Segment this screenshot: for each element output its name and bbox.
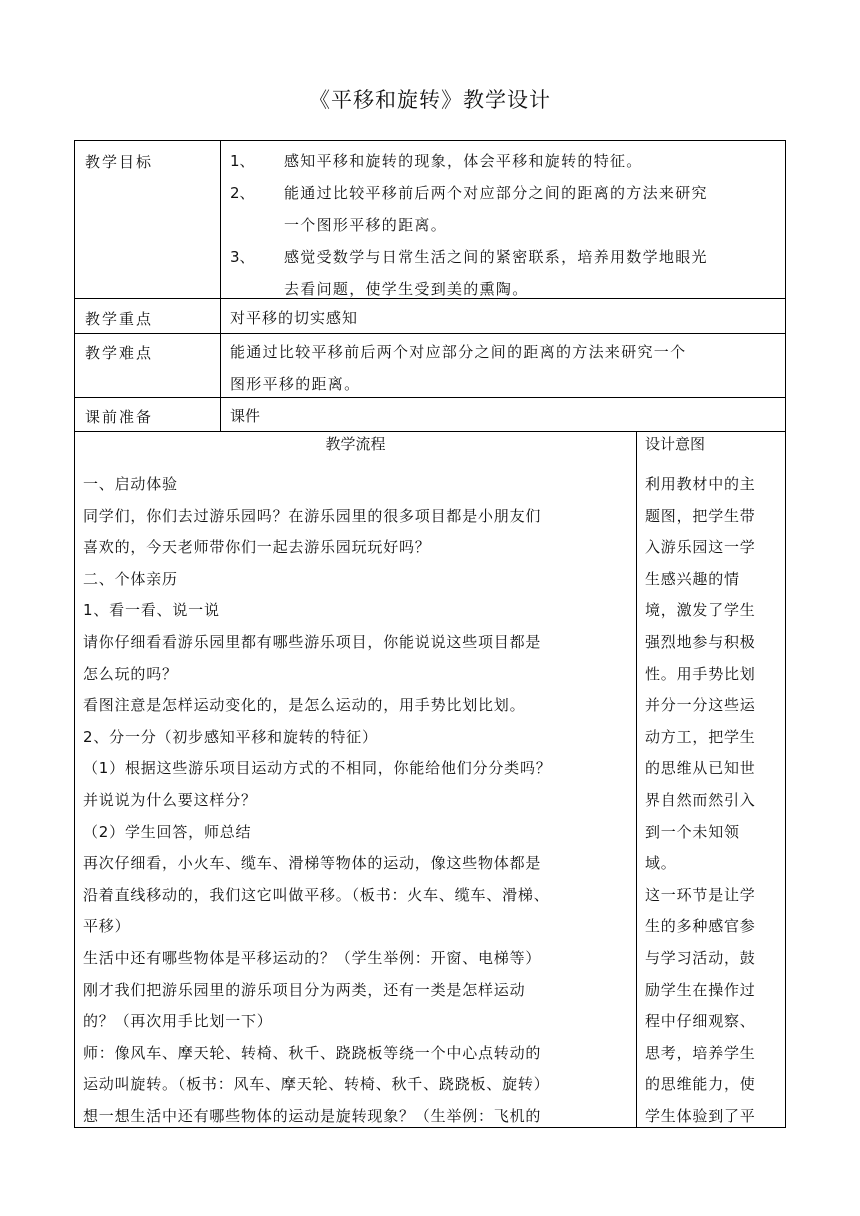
difficulty-label: 教学难点 <box>85 344 154 362</box>
preparation-label: 课前准备 <box>85 408 154 426</box>
flow-line: 沿着直线移动的，我们这它叫做平移。（板书：火车、缆车、滑梯、 <box>83 885 550 904</box>
design-line: 动方工，把学生 <box>645 727 756 746</box>
design-line: 这一环节是让学 <box>645 885 756 904</box>
design-line: 的思维能力，使 <box>645 1075 756 1094</box>
flow-line: 一、启动体验 <box>83 475 178 493</box>
flow-line: 请你仔细看看游乐园里都有哪些游乐项目，你能说说这些项目都是 <box>83 632 542 651</box>
flow-line: 的？（再次用手比划一下） <box>83 1012 273 1031</box>
design-line: 利用教材中的主 <box>645 475 756 493</box>
goal-number: 3、 <box>230 248 255 266</box>
goal-text: 感知平移和旋转的现象，体会平移和旋转的特征。 <box>284 152 643 170</box>
design-line: 强烈地参与积极 <box>645 632 756 651</box>
difficulty-line: 能通过比较平移前后两个对应部分之间的距离的方法来研究一个 <box>230 343 687 361</box>
flow-line: 二、个体亲历 <box>83 569 178 588</box>
goal-item <box>230 241 777 273</box>
goal-item-continued <box>230 209 777 241</box>
goals-label: 教学目标 <box>85 153 154 171</box>
flow-line: 喜欢的，今天老师带你们一起去游乐园玩玩好吗？ <box>83 538 431 557</box>
flow-line: 1、看一看、说一说 <box>83 601 220 620</box>
design-line: 域。 <box>645 854 677 873</box>
difficulty-value <box>230 336 777 400</box>
flow-line: （2）学生回答，师总结 <box>83 822 252 841</box>
design-line: 与学习活动，鼓 <box>645 948 756 967</box>
difficulty-line: 图形平移的距离。 <box>230 375 361 393</box>
label-column-divider <box>220 141 221 431</box>
design-line: 程中仔细观察、 <box>645 1012 756 1031</box>
design-intent-text <box>645 469 781 1132</box>
page-title: 《平移和旋转》教学设计 <box>309 88 551 112</box>
design-line: 界自然而然引入 <box>645 790 756 809</box>
design-line: 的思维从已知世 <box>645 759 756 778</box>
flow-line: 师：像风车、摩天轮、转椅、秋千、跷跷板等绕一个中心点转动的 <box>83 1043 542 1062</box>
goal-text: 去看问题，使学生受到美的熏陶。 <box>284 280 529 298</box>
goal-number: 1、 <box>230 152 255 170</box>
flow-line: 想一想生活中还有哪些物体的运动是旋转现象？（生举例：飞机的 <box>83 1106 542 1125</box>
goals-list <box>230 145 777 305</box>
key-point-value: 对平移的切实感知 <box>230 309 359 327</box>
design-line: 并分一分这些运 <box>645 696 756 715</box>
flow-line: 怎么玩的吗？ <box>83 664 178 683</box>
flow-line: 并说说为什么要这样分？ <box>83 790 257 809</box>
design-line: 励学生在操作过 <box>645 980 756 999</box>
preparation-value: 课件 <box>230 407 261 425</box>
goal-text: 能通过比较平移前后两个对应部分之间的距离的方法来研究 <box>284 184 708 202</box>
flow-column-divider <box>636 431 637 1127</box>
flow-line: 运动叫旋转。（板书：风车、摩天轮、转椅、秋千、跷跷板、旋转） <box>83 1075 550 1094</box>
goal-item <box>230 145 777 177</box>
teaching-flow-header: 教学流程 <box>325 435 386 453</box>
flow-line: 平移） <box>83 917 131 936</box>
design-intent-header: 设计意图 <box>645 435 706 453</box>
goal-item <box>230 177 777 209</box>
design-line: 境，激发了学生 <box>645 601 756 620</box>
design-line: 到一个未知领 <box>645 822 740 841</box>
goal-text: 一个图形平移的距离。 <box>284 216 448 234</box>
design-line: 题图，把学生带 <box>645 506 756 525</box>
design-line: 入游乐园这一学 <box>645 538 756 557</box>
design-line: 思考，培养学生 <box>645 1043 756 1062</box>
flow-line: 同学们，你们去过游乐园吗？在游乐园里的很多项目都是小朋友们 <box>83 506 542 525</box>
flow-line: 2、分一分（初步感知平移和旋转的特征） <box>83 727 378 746</box>
flow-line: 刚才我们把游乐园里的游乐项目分为两类，还有一类是怎样运动 <box>83 980 526 999</box>
goal-item-continued <box>230 273 777 305</box>
key-point-label: 教学重点 <box>85 310 154 328</box>
teaching-flow-text <box>83 469 630 1132</box>
goal-number: 2、 <box>230 184 255 202</box>
flow-line: 看图注意是怎样运动变化的，是怎么运动的，用手势比划比划。 <box>83 696 526 715</box>
design-line: 生感兴趣的情 <box>645 569 740 588</box>
design-line: 性。用手势比划 <box>645 664 756 683</box>
lesson-plan-table <box>74 140 786 1128</box>
flow-line: 生活中还有哪些物体是平移运动的？（学生举例：开窗、电梯等） <box>83 948 542 967</box>
flow-line: 再次仔细看，小火车、缆车、滑梯等物体的运动，像这些物体都是 <box>83 854 542 873</box>
goal-text: 感觉受数学与日常生活之间的紧密联系，培养用数学地眼光 <box>284 248 708 266</box>
design-line: 生的多种感官参 <box>645 917 756 936</box>
design-line: 学生体验到了平 <box>645 1106 756 1125</box>
flow-line: （1）根据这些游乐项目运动方式的不相同，你能给他们分分类吗？ <box>83 759 552 778</box>
